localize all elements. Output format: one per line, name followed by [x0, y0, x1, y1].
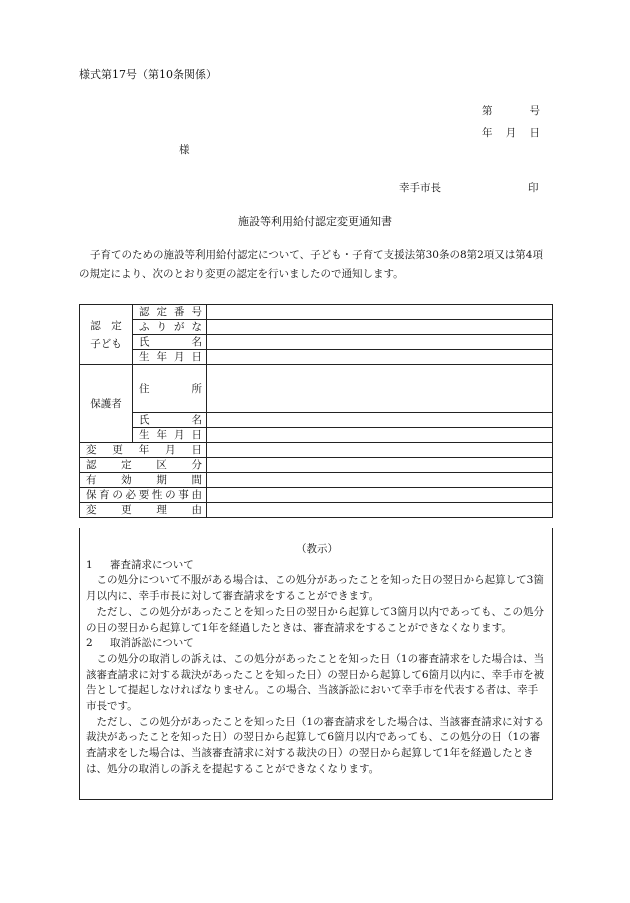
- row-label-childcare-reason: 保育の必要性の事由: [80, 488, 207, 503]
- section-title: 取消訴訟について: [110, 637, 194, 650]
- notice-paragraph: この処分の取消しの訴えは、この処分があったことを知った日（1の審査請求をした場合は、当該審査請求に対する裁決があったことを知った日）の翌日から起算して6箇月以内に、幸手市を被告として提起しなければなりません。この場合、当該訴訟において幸手市を代表する者は、幸手市長です。: [86, 652, 545, 713]
- document-number-label: [482, 103, 540, 118]
- notice-paragraph: ただし、この処分があったことを知った日の翌日から起算して3箇月以内であっても、この処分の日の翌日から起算して1年を経過したときは、審査請求をすることができなくなります。: [86, 605, 544, 634]
- form-number: 様式第17号（第10条関係）: [79, 68, 217, 81]
- notice-paragraph: ただし、この処分があったことを知った日（1の審査請求をした場合は、当該審査請求に対する裁決があったことを知った日）の翌日から起算して6箇月以内であっても、この処分の日（1の審査請求をした場合は、当該審査請求に対する裁決の日）の翌日から起算して1年を経過したときは、処分の取消しの訴えを提起することができなくなります。: [86, 715, 545, 775]
- section-heading-lawsuit: [86, 636, 548, 652]
- appeal-notice-box: [79, 528, 553, 800]
- notice-paragraph: この処分について不服がある場合は、この処分があったことを知った日の翌日から起算して3箇月以内に、幸手市長に対して審査請求をすることができます。: [86, 574, 544, 603]
- date-day-label: 日: [529, 127, 540, 139]
- value-guardian-name[interactable]: [207, 413, 553, 428]
- table-row: [80, 473, 553, 488]
- value-valid-period[interactable]: [207, 473, 553, 488]
- appeal-notice-content: [86, 542, 548, 778]
- table-row: [80, 335, 553, 350]
- value-address[interactable]: [207, 365, 553, 413]
- row-label-guardian-name: 氏名: [133, 413, 207, 428]
- table-row: [80, 305, 553, 320]
- row-label-furigana: ふりがな: [133, 320, 207, 335]
- number-suffix: 号: [529, 105, 540, 117]
- value-furigana[interactable]: [207, 320, 553, 335]
- table-row: [80, 320, 553, 335]
- row-label-child-name: 氏名: [133, 335, 207, 350]
- issuer-name: 幸手市長: [399, 182, 441, 194]
- value-change-reason[interactable]: [207, 503, 553, 518]
- date-year-label: 年: [482, 127, 493, 139]
- certification-info-table: [79, 304, 553, 518]
- table-row: [80, 350, 553, 365]
- notice-title: （教示）: [296, 543, 338, 555]
- value-child-name[interactable]: [207, 335, 553, 350]
- table-row: [80, 428, 553, 443]
- number-prefix: 第: [482, 105, 493, 117]
- table-row: [80, 413, 553, 428]
- table-row: [80, 488, 553, 503]
- table-row: [80, 503, 553, 518]
- table-row: [80, 365, 553, 413]
- value-child-birthdate[interactable]: [207, 350, 553, 365]
- addressee-suffix: 様: [179, 144, 190, 156]
- section-title: 審査請求について: [110, 558, 194, 571]
- row-label-guardian-birthdate: 生年月日: [133, 428, 207, 443]
- value-change-date[interactable]: [207, 443, 553, 458]
- intro-paragraph: 子育てのための施設等利用給付認定について、子ども・子育て支援法第30条の8第2項又は第4項の規定により、次のとおり変更の認定を行いましたので通知します。: [79, 249, 543, 280]
- child-group-label: 認 定 子ども: [80, 305, 133, 365]
- document-title: 施設等利用給付認定変更通知書: [238, 215, 392, 228]
- guardian-group-label: 保護者: [80, 365, 133, 443]
- seal-mark: 印: [528, 182, 539, 194]
- row-label-change-reason: 変更理由: [80, 503, 207, 518]
- row-label-cert-category: 認定区分: [80, 458, 207, 473]
- value-guardian-birthdate[interactable]: [207, 428, 553, 443]
- row-label-address: 住所: [133, 365, 207, 413]
- value-childcare-reason[interactable]: [207, 488, 553, 503]
- value-cert-category[interactable]: [207, 458, 553, 473]
- table-row: [80, 443, 553, 458]
- row-label-cert-number: 認定番号: [133, 305, 207, 320]
- row-label-child-birthdate: 生年月日: [133, 350, 207, 365]
- section-heading-review: [86, 558, 548, 574]
- table-row: [80, 458, 553, 473]
- row-label-valid-period: 有効期間: [80, 473, 207, 488]
- row-label-change-date: 変更年月日: [80, 443, 207, 458]
- date-line: [482, 125, 540, 140]
- date-month-label: 月: [505, 127, 517, 139]
- section-number: 2: [86, 637, 93, 650]
- value-cert-number[interactable]: [207, 305, 553, 320]
- section-number: 1: [86, 558, 93, 571]
